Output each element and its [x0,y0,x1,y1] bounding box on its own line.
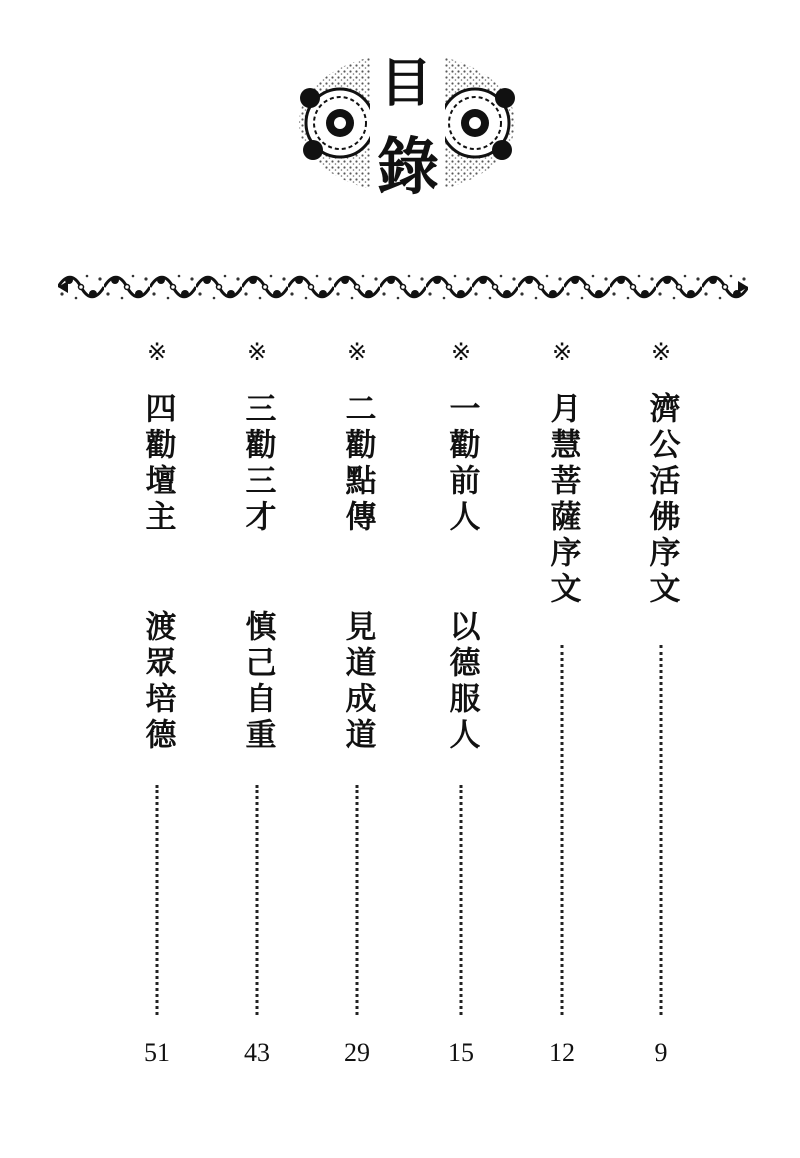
dot-leader [356,785,359,1015]
toc-page-number: 43 [244,1038,270,1067]
toc-page-number: 12 [549,1038,575,1067]
toc-entry[interactable] [534,340,590,1070]
toc-entry-title: 月慧菩薩序文 [544,392,581,608]
asterism-icon: ※ [650,338,672,366]
asterism-icon: ※ [551,338,573,366]
toc-entry-subtitle: 見道成道 [339,610,376,754]
dot-leader [561,645,564,1015]
toc-page-number: 51 [144,1038,170,1067]
dot-leader [460,785,463,1015]
asterism-icon: ※ [246,338,268,366]
toc-entry[interactable] [633,340,689,1070]
toc-entry[interactable] [329,340,385,1070]
toc-title-top: 目 [380,53,433,114]
dot-leader [156,785,159,1015]
toc-entry[interactable] [229,340,285,1070]
toc-entry-subtitle: 以德服人 [443,610,480,754]
asterism-icon: ※ [146,338,168,366]
toc-page-number: 29 [344,1038,370,1067]
toc-entry[interactable] [433,340,489,1070]
toc-page-number: 15 [448,1038,474,1067]
dot-leader [660,645,663,1015]
dot-leader [256,785,259,1015]
toc-entry[interactable] [129,340,185,1070]
toc-page-number: 9 [654,1038,668,1067]
toc-entry-title: 二勸點傳 [339,392,376,536]
toc-entry-title: 一勸前人 [443,392,480,536]
toc-title-bottom: 錄 [377,130,440,203]
toc-entry-subtitle: 渡眾培德 [139,610,176,754]
toc-entry-subtitle: 慎己自重 [239,610,276,754]
toc-entry-title: 濟公活佛序文 [643,392,680,608]
asterism-icon: ※ [346,338,368,366]
toc-entry-title: 四勸壇主 [139,392,176,536]
asterism-icon: ※ [450,338,472,366]
toc-entry-title: 三勸三才 [239,392,276,536]
